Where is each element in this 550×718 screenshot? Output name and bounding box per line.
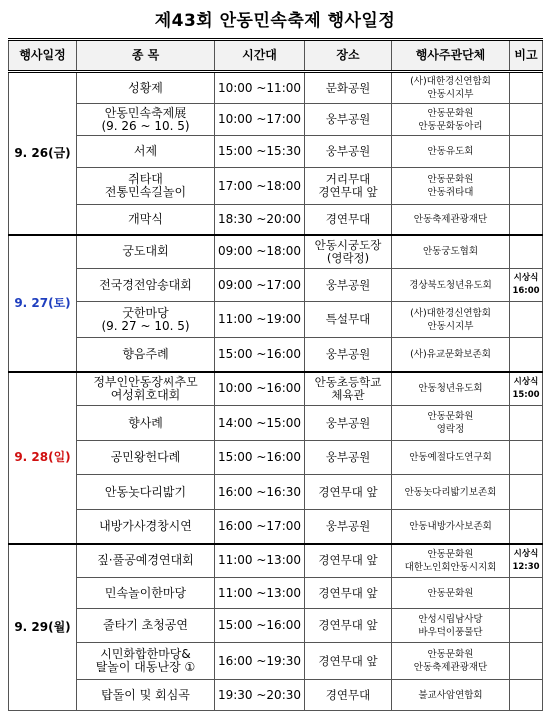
event-name: 개막식 [77,205,215,235]
header-note: 비고 [510,40,543,72]
event-organizer: 안동문화원 [392,578,510,609]
event-place: 웅부공원 [305,510,392,544]
event-time: 11:00 ~13:00 [215,544,305,578]
event-place: 안동시궁도장 (영락정) [305,235,392,269]
table-row [9,475,543,510]
header-organizer: 행사주관단체 [392,40,510,72]
event-name: 안동민속축제展 (9. 26 ~ 10. 5) [77,104,215,136]
event-time: 15:00 ~16:00 [215,609,305,643]
event-name: 궁도대회 [77,235,215,269]
table-row [9,205,543,235]
event-note [510,205,543,235]
event-name: 민속놀이한마당 [77,578,215,609]
event-name: 내방가사경창시연 [77,510,215,544]
day-date: 9. 28(일) [9,372,77,544]
event-organizer: 안동문화원 안동문화동아리 [392,104,510,136]
event-note [510,475,543,510]
event-organizer: 안동축제관광재단 [392,205,510,235]
table-row [9,372,543,406]
event-note [510,510,543,544]
event-organizer: 경상북도청년유도회 [392,269,510,302]
event-place: 경연무대 [305,680,392,711]
table-row [9,643,543,680]
event-note [510,338,543,372]
event-name: 시민화합한마당& 탈놀이 대동난장 ① [77,643,215,680]
event-name: 성황제 [77,72,215,104]
event-time: 16:00 ~17:00 [215,510,305,544]
table-row [9,235,543,269]
event-note: 시상식 16:00 [510,269,543,302]
event-time: 11:00 ~13:00 [215,578,305,609]
event-organizer: 안동놋다리밟기보존회 [392,475,510,510]
event-name: 탑돌이 및 회심곡 [77,680,215,711]
event-note [510,302,543,338]
event-time: 10:00 ~16:00 [215,372,305,406]
event-organizer: 안동유도회 [392,136,510,168]
event-organizer: 안동청년유도회 [392,372,510,406]
event-organizer: 안동문화원 영락정 [392,406,510,441]
event-time: 15:00 ~16:00 [215,338,305,372]
table-row [9,680,543,711]
event-time: 15:00 ~16:00 [215,441,305,475]
event-time: 10:00 ~11:00 [215,72,305,104]
page-title: 제43회 안동민속축제 행사일정 [154,11,396,31]
event-organizer: (사)대한경신연합회 안동시지부 [392,72,510,104]
event-place: 웅부공원 [305,441,392,475]
event-time: 14:00 ~15:00 [215,406,305,441]
table-row [9,72,543,104]
table-row [9,578,543,609]
event-place: 안동초등학교 체육관 [305,372,392,406]
event-organizer: 안동문화원 안동축제관광재단 [392,643,510,680]
day-date: 9. 29(월) [9,544,77,711]
event-time: 16:00 ~19:30 [215,643,305,680]
event-place: 경연무대 [305,205,392,235]
table-row [9,510,543,544]
event-note [510,609,543,643]
event-organizer: 안동내방가사보존회 [392,510,510,544]
event-organizer: 안동문화원 안동쥐타대 [392,168,510,205]
event-time: 19:30 ~20:30 [215,680,305,711]
event-note [510,578,543,609]
table-row [9,338,543,372]
table-row [9,269,543,302]
event-organizer: 안동문화원 대한노인회안동시지회 [392,544,510,578]
header-place: 장소 [305,40,392,72]
event-place: 웅부공원 [305,104,392,136]
event-name: 굿한마당 (9. 27 ~ 10. 5) [77,302,215,338]
table-row [9,104,543,136]
event-name: 공민왕헌다례 [77,441,215,475]
event-note [510,235,543,269]
event-note [510,406,543,441]
event-name: 정부인안동장씨추모 여성휘호대회 [77,372,215,406]
event-note [510,168,543,205]
event-time: 17:00 ~18:00 [215,168,305,205]
event-note [510,72,543,104]
event-note [510,680,543,711]
event-time: 16:00 ~16:30 [215,475,305,510]
table-row [9,136,543,168]
event-organizer: 안성시립남사당 바우덕이풍물단 [392,609,510,643]
event-name: 향사례 [77,406,215,441]
event-time: 15:00 ~15:30 [215,136,305,168]
event-time: 11:00 ~19:00 [215,302,305,338]
event-place: 경연무대 앞 [305,578,392,609]
header-event: 종 목 [77,40,215,72]
table-row [9,609,543,643]
event-organizer: 안동예절다도연구회 [392,441,510,475]
table-row [9,302,543,338]
event-place: 특설무대 [305,302,392,338]
header-date: 행사일정 [9,40,77,72]
event-organizer: (사)유교문화보존회 [392,338,510,372]
event-time: 09:00 ~17:00 [215,269,305,302]
event-place: 경연무대 앞 [305,475,392,510]
header-row [9,40,543,72]
table-row [9,544,543,578]
event-organizer: (사)대한경신연합회 안동시지부 [392,302,510,338]
event-place: 웅부공원 [305,406,392,441]
table-row [9,406,543,441]
event-place: 경연무대 앞 [305,643,392,680]
event-organizer: 안동궁도협회 [392,235,510,269]
event-name: 안동놋다리밟기 [77,475,215,510]
event-name: 쥐타대 전통민속길놀이 [77,168,215,205]
event-place: 경연무대 앞 [305,609,392,643]
event-note: 시상식 15:00 [510,372,543,406]
schedule-table [8,38,543,711]
event-name: 전국경전암송대회 [77,269,215,302]
event-name: 향음주례 [77,338,215,372]
event-note [510,136,543,168]
event-note: 시상식 12:30 [510,544,543,578]
event-note [510,104,543,136]
header-time: 시간대 [215,40,305,72]
event-time: 09:00 ~18:00 [215,235,305,269]
event-place: 웅부공원 [305,136,392,168]
event-place: 웅부공원 [305,338,392,372]
day-date: 9. 27(토) [9,235,77,372]
day-date: 9. 26(금) [9,72,77,235]
event-time: 18:30 ~20:00 [215,205,305,235]
event-note [510,441,543,475]
event-note [510,643,543,680]
event-place: 문화공원 [305,72,392,104]
event-name: 서제 [77,136,215,168]
event-name: 짚·풀공예경연대회 [77,544,215,578]
event-name: 줄타기 초청공연 [77,609,215,643]
table-row [9,168,543,205]
event-time: 10:00 ~17:00 [215,104,305,136]
table-row [9,441,543,475]
event-place: 거리무대 경연무대 앞 [305,168,392,205]
event-place: 경연무대 앞 [305,544,392,578]
event-place: 웅부공원 [305,269,392,302]
event-organizer: 불교사암연합회 [392,680,510,711]
